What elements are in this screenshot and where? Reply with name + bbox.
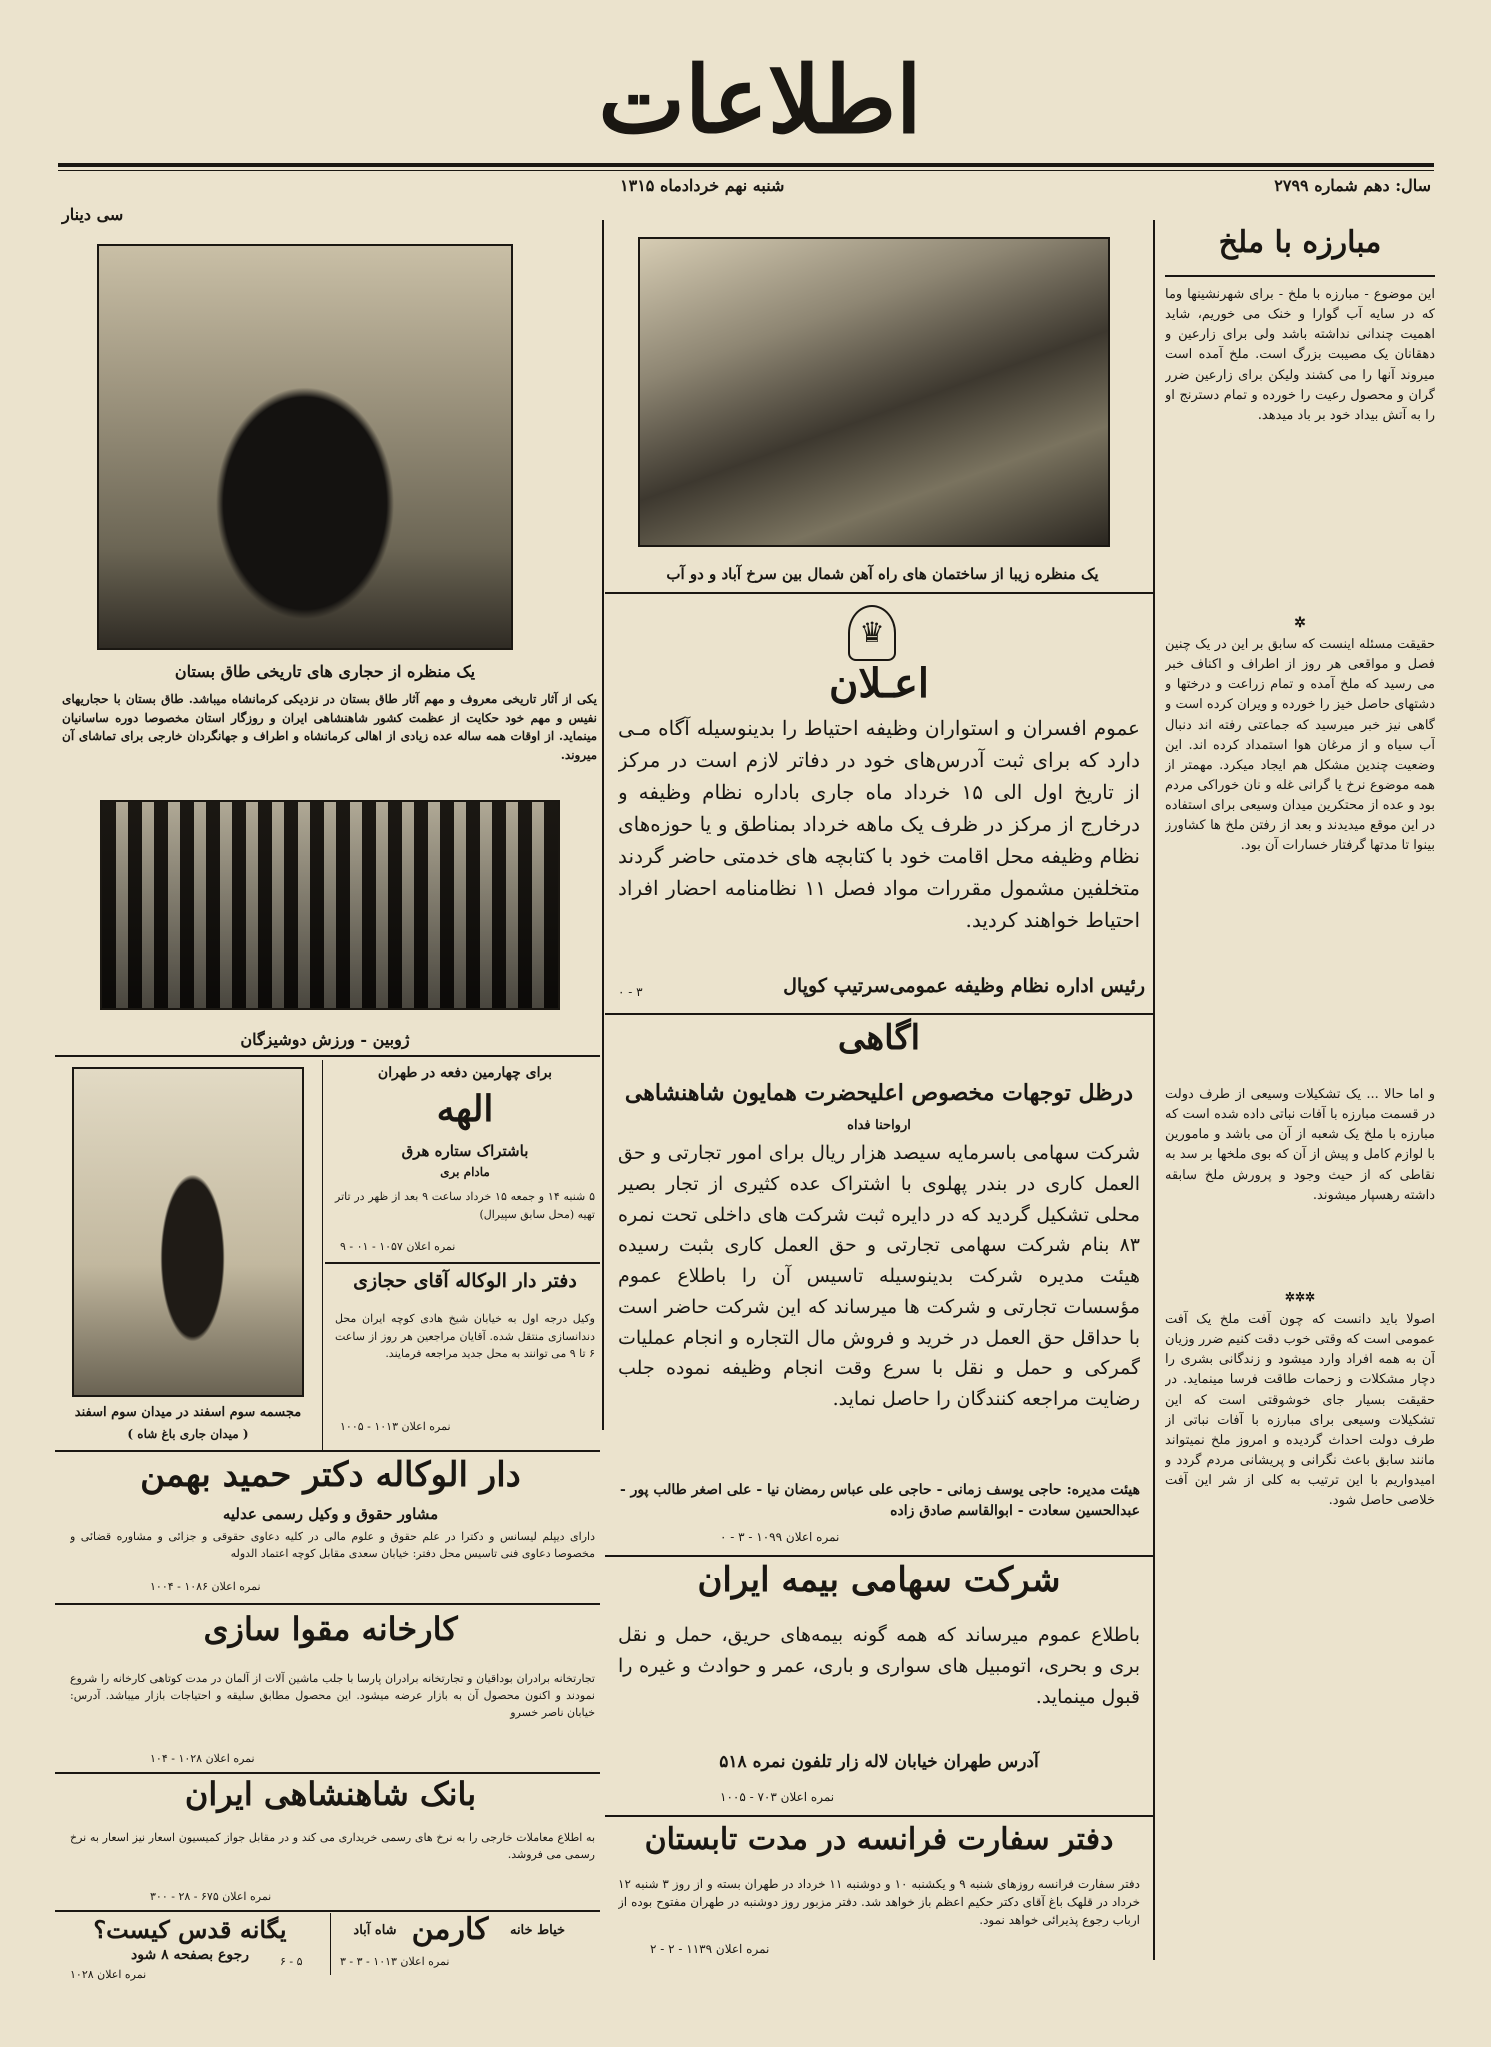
locust-paragraph-2: حقیقت مسئله اینست که سابق بر این در یک چنین فصل و مواقعی هر روز از اطراف و اکناف خبر می رسید که ملخ آمده و تمام زراعت و درختها و دشتهای حاصل خیز را خورده و ویران کرده است و گاهی نیز خبر میرسید که جماعتی رفته اند دنبال آب سیاه و از مرغان هوا استمداد کرده اند. این وضعیت چندین مشکل هم ایجاد میکرد. مهمتر از همه موضوع نرخ یا گرانی غله و نان خوراکی مردم بود و عده از محتکرین میدان وسیعی برای استفاده در این موقع میدیدند و بعد از رفتن ملخ ها کشاورز بینوا تا مدتها گرفتار خسارات آن بود. (1165, 637, 1435, 854)
bahman-code: نمره اعلان ۱۰۸۶ - ۱۰۰۴ (150, 1580, 261, 1593)
issue-price: سی دینار (62, 205, 124, 224)
issue-number: سال: دهم شماره ۲۷۹۹ (1274, 176, 1431, 195)
left-rule-1 (55, 1055, 600, 1057)
girls-sport-photo (100, 800, 560, 1010)
left-rule-5 (55, 1910, 600, 1912)
carmen-divider (330, 1913, 331, 1975)
agahi-blessing: ارواحنا فداه (847, 1118, 911, 1133)
agahi-code: نمره اعلان ۱۰۹۹ - ۳ - ۰ (720, 1530, 840, 1544)
column-divider-right (1153, 220, 1155, 1960)
carmen-code-2: ۵ - ۶ (280, 1955, 303, 1968)
bime-address: آدرس طهران خیابان لاله زار تلفون نمره ۵۱۸ (719, 1752, 1039, 1772)
theatre-cast-2: مادام بری (440, 1165, 490, 1179)
bank-title: بانک شاهنشاهی ایران (184, 1775, 477, 1813)
bahman-subtitle: مشاور حقوق و وکیل رسمی عدلیه (222, 1505, 439, 1523)
masthead-rule-thin (58, 170, 1434, 171)
theatre-rule (325, 1262, 600, 1264)
carmen-suffix: شاه آباد (353, 1923, 397, 1938)
locust-paragraph-1: این موضوع - مبارزه با ملخ - برای شهرنشینها وما که در سایه آب گوارا و خنک می خوریم، شاید اهمیت چندانی نداشته باشد ولی برای زارعین و دهقانان یک مصیبت بزرگ است. ملخ آمده است میروند آنها را می کشند ولیکن برای زارعین ضرر گران و محصول رعیت را خورده و تمام دسترنج او را به آتش بیداد خود بر باد میدهد. (1165, 287, 1435, 423)
bime-code: نمره اعلان ۷۰۳ - ۱۰۰۵ (720, 1790, 835, 1804)
locust-paragraph-3: و اما حالا ... یک تشکیلات وسیعی از طرف دولت در قسمت مبارزه با آفات نباتی داده شده است که مبارزه با ملخ یک شعبه از آن می باشد و مامورین با لوازم کامل و پیش از آن که بوی ملخها بر سد به نقاطی که از حیث وجود و پرورش ملخ سابقه داشته رهسپار میشوند. (1165, 1087, 1435, 1203)
locust-separator-1: ✲ (1294, 615, 1306, 631)
theatre-cast: باشتراک ستاره هرق (401, 1142, 529, 1160)
agahi-board: هیئت مدیره: حاجی یوسف زمانی - حاجی علی عباس رمضان نیا - علی اصغر طالب پور - عبدالحسین سعادت - ابوالقاسم صادق زاده (619, 1482, 1140, 1519)
middle-rule-3 (605, 1555, 1153, 1557)
statue-subcaption: ( میدان جاری باغ شاه ) (127, 1427, 249, 1441)
bime-text: باطلاع عموم میرساند که همه گونه بیمه‌های حریق، حمل و نقل بری و بحری، اتومبیل های سواری و باری، عمر و حوادث و غیره را قبول مینماید. (618, 1624, 1140, 1708)
locust-paragraph-4: اصولا باید دانست که چون آفت ملخ یک آفت عمومی است که وقتی خوب دقت کنیم ضرر وزیان آن به همه افراد وارد میشود و زندگانی بشری را دچار مشکلات و زحمات طاقت فرسا مینماید. در حقیقت بسیار جای خوشوقتی است که این تشکیلات وسیعی برای مبارزه با آفات نباتی از طرف دولت احداث گردیده و امروز ملخ نمیتواند مانند سابق باعث نگرانی و پریشانی مردم گردد و امیدواریم با این ترتیب به کلی از شر این آفت خلاصی حاصل شود. (1165, 1312, 1435, 1509)
crown-emblem-icon: ♛ (848, 605, 896, 661)
quds-text: رجوع بصفحه ۸ شود (130, 1947, 250, 1963)
quds-title: یگانه قدس کیست؟ (93, 1915, 287, 1944)
bahman-text: دارای دیپلم لیسانس و دکترا در علم حقوق و علوم مالی در کلیه دعاوی حقوقی و جزائی و مشاوره قضائی و مخصوصا دعاوی فنی تاسیس محل دفتر: خیابان سعدی مقابل کوچه اعتماد الدوله (70, 1530, 595, 1561)
railway-photo (638, 237, 1110, 547)
left-rule-3 (55, 1603, 600, 1605)
sefarat-code: نمره اعلان ۱۱۳۹ - ۲ - ۲ (650, 1942, 770, 1956)
agahi-text: شرکت سهامی باسرمایه سیصد هزار ریال برای امور تجارتی و حق العمل کاری در بندر پهلوی با اشتراک عده کثیری از تجار بصیر محلی تشکیل گردید که در دایره ثبت شرکت های داخلی تحت نمره ۸۳ بنام شرکت سهامی تجارتی و حق العمل کاری بثبت رسیده هیئت مدیره شرکت بدینوسیله تاسیس آن را باطلاع عموم مؤسسات تجارتی و شرکت ها میرساند که این شرکت حاضر است با حداقل حق العمل در خرید و فروش مال التجاره و انجام عملیات گمرکی و حمل و نقل با سرع وقت انجام وظیفه نموده جلب رضایت مراجعه کنندگان را حاصل نماید. (618, 1142, 1140, 1411)
masthead-rule-top (58, 163, 1434, 167)
agahi-subtitle: درظل توجهات مخصوص اعلیحضرت همایون شاهنشاهی (624, 1080, 1134, 1106)
statue-caption: مجسمه سوم اسفند در میدان سوم اسفند (74, 1405, 302, 1420)
theatre-heading: برای چهارمین دفعه در طهران (377, 1065, 553, 1081)
bank-text: به اطلاع معاملات خارجی را به نرخ های رسمی خریداری می کند و در مقابل جواز کمیسیون اسعار نیز اسعار به نرخ رسمی می فروشد. (70, 1831, 595, 1861)
carmen-code-1: نمره اعلان ۱۰۱۳ - ۳ - ۳ (340, 1955, 450, 1968)
hejazi-title: دفتر دار الوکاله آقای حجازی (353, 1270, 577, 1292)
hejazi-code: نمره اعلان ۱۰۱۳ - ۱۰۰۵ (340, 1420, 451, 1433)
girls-sport-caption: ژوبین - ورزش دوشیزگان (240, 1030, 410, 1049)
theatre-title: الهه (436, 1088, 494, 1130)
issue-date: شنبه نهم خردادماه ۱۳۱۵ (620, 176, 785, 195)
moqava-text: تجارتخانه برادران بوداقیان و تجارتخانه برادران پارسا با جلب ماشین آلات از آلمان در مدت کوتاهی کارخانه را شروع نمودند و اکنون محصول آن به بازار عرضه میشود. این محصول مطابق سلیقه و احتیاجات بازار میباشد. آدرس: خیابان ناصر خسرو (70, 1672, 595, 1720)
bime-title: شرکت سهامی بیمه ایران (697, 1560, 1061, 1600)
esfand-statue-photo (72, 1067, 304, 1397)
railway-photo-caption: یک منظره زیبا از ساختمان های راه آهن شمال بین سرخ آباد و دو آب (666, 565, 1099, 583)
ealan-title: اعـلان (829, 660, 929, 707)
hejazi-text: وکیل درجه اول به خیابان شیخ هادی کوچه ایران محل دندانسازی منتقل شده. آقایان مراجعین هر روز از ساعت ۶ تا ۹ می توانند به محل جدید مراجعه فرمایند. (335, 1312, 595, 1361)
ealan-signature: رئیس اداره نظام وظیفه عمومی‌سرتیپ کوپال (783, 975, 1145, 997)
masthead-title: اطلاعات (598, 46, 922, 154)
quds-code: نمره اعلان ۱۰۲۸ (70, 1968, 147, 1981)
taq-bostan-caption: یک منظره از حجاری های تاریخی طاق بستان (174, 662, 476, 681)
statue-divider (322, 1060, 323, 1450)
bahman-title: دار الوکاله دکتر حمید بهمن (140, 1455, 521, 1495)
left-rule-2 (55, 1450, 600, 1452)
locust-separator-2: ✲✲✲ (1284, 1290, 1316, 1304)
theatre-text: ۵ شنبه ۱۴ و جمعه ۱۵ خرداد ساعت ۹ بعد از ظهر در تاتر تهیه (محل سابق سپیرال) (335, 1190, 595, 1221)
moqava-title: کارخانه مقوا سازی (203, 1610, 458, 1648)
column-divider-left (602, 220, 604, 1430)
sefarat-text: دفتر سفارت فرانسه روزهای شنبه ۹ و یکشنبه ۱۰ و دوشنبه ۱۱ خرداد در طهران بسته و از روز ۳ شنبه ۱۲ خرداد در قلهک باغ آقای دکتر حکیم اعظم باز خواهد شد. دفتر مزبور روز دوشنبه در طهران مفتوح بوده از ارباب رجوع پذیرائی خواهد نمود. (618, 1877, 1140, 1927)
taq-bostan-photo (97, 244, 513, 650)
locust-title-rule (1165, 275, 1435, 277)
ealan-code: ۳ - ۰ (618, 985, 643, 999)
middle-rule-1 (605, 592, 1153, 594)
ealan-text: عموم افسران و استواران وظیفه احتیاط را بدینوسیله آگاه مـی دارد که برای ثبت آدرس‌های خود در دفاتر لازم است در مرکز از تاریخ اول الی ۱۵ خرداد ماه جاری باداره نظام وظیفه و درخارج از مرکز در ظرف یک ماهه خرداد بمناطق و یا حوزه‌های نظام وظیفه محل اقامت خود با کتابچه های خدمتی حاضر گردند متخلفین مشمول مقررات مواد فصل ۱۱ نظامنامه احضار افراد احتیاط خواهند کردید. (618, 716, 1140, 932)
locust-article-title: مبارزه با ملخ (1218, 225, 1382, 260)
carmen-title: کارمن (411, 1912, 489, 1947)
moqava-code: نمره اعلان ۱۰۲۸ - ۱۰۴ (150, 1752, 255, 1765)
carmen-prefix: خیاط خانه (509, 1923, 566, 1938)
left-rule-4 (55, 1772, 600, 1774)
agahi-title: اگاهی (837, 1018, 921, 1058)
taq-bostan-text: یکی از آثار تاریخی معروف و مهم آثار طاق بستان در نزدیکی کرمانشاه میباشد. طاق بستان با حجاریهای نفیس و مهم خود حکایت از عظمت کشور شاهنشاهی ایران و روزگار استان مخصوصا دوره ساسانیان مینماید. از اوقات همه ساله عده زیادی از اهالی کرمانشاه و اطراف و جهانگردان خارجی برای تماشای آن میروند. (62, 692, 597, 762)
theatre-code: نمره اعلان ۱۰۵۷ - ۰۱ - ۹ (340, 1240, 456, 1253)
middle-rule-2 (605, 1013, 1153, 1015)
sefarat-title: دفتر سفارت فرانسه در مدت تابستان (644, 1822, 1114, 1857)
middle-rule-4 (605, 1815, 1153, 1817)
bank-code: نمره اعلان ۶۷۵ - ۲۸ - ۳۰۰ (150, 1890, 272, 1903)
